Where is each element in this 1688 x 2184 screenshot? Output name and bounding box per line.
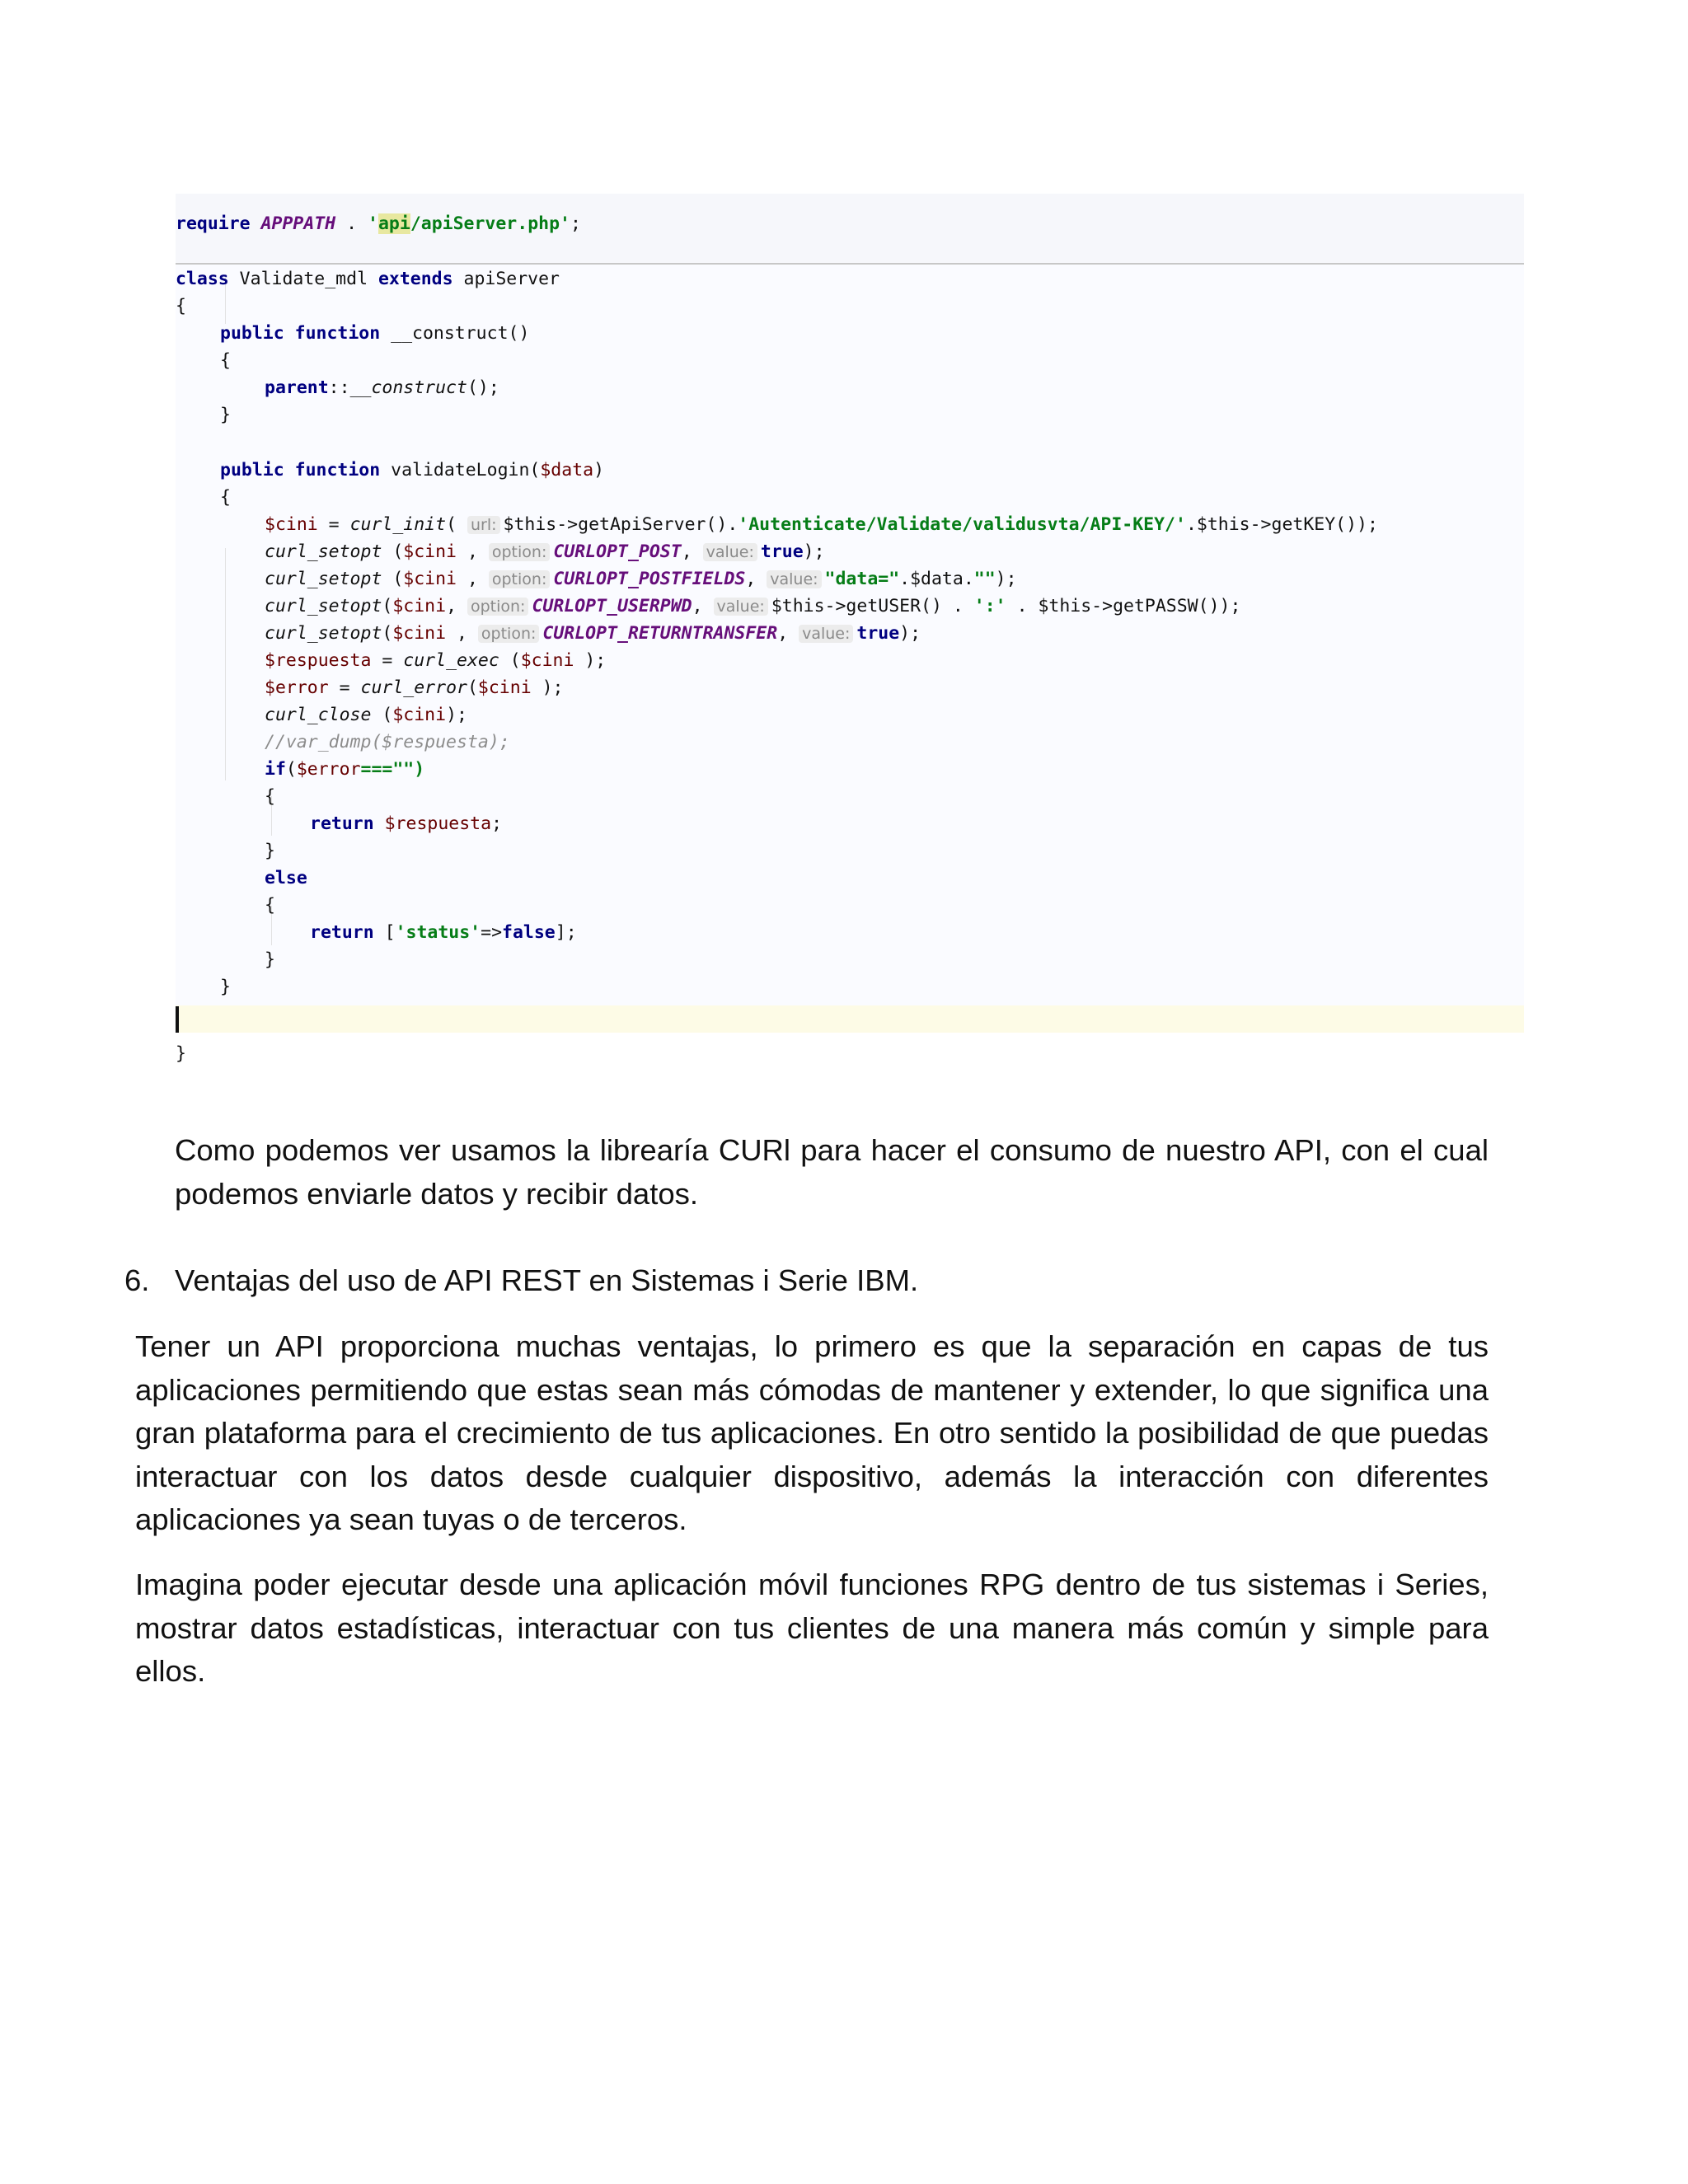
code-line: [310, 810, 502, 838]
parameter-hint: value:: [703, 543, 757, 561]
code-token: }: [176, 1043, 186, 1064]
paragraph-curl: Como podemos ver usamos la librearía CURl para hacer el consumo de nuestro API, con el cual podemos enviarle datos y recibir datos.: [175, 1133, 1489, 1211]
code-token: class: [176, 269, 229, 289]
list-number: 6.: [124, 1263, 150, 1297]
code-token: validateLogin(: [380, 460, 541, 480]
code-token: (: [285, 759, 297, 780]
code-token: }: [220, 977, 231, 997]
code-token: .$data.: [899, 569, 974, 589]
code-token: require: [176, 213, 251, 234]
code-line: [176, 1040, 186, 1068]
list-heading: Ventajas del uso de API REST en Sistemas i Serie IBM.: [175, 1263, 919, 1297]
code-token: CURLOPT_USERPWD: [532, 596, 692, 616]
code-line: [265, 374, 499, 402]
code-line: [310, 919, 577, 947]
code-token: ): [593, 460, 605, 480]
code-token: function: [294, 460, 381, 480]
code-token: $cini: [520, 650, 574, 671]
code-token: [284, 460, 295, 480]
code-token: =>: [481, 922, 503, 943]
code-token: 'status': [395, 922, 481, 943]
code-token: curl_setopt: [265, 596, 382, 616]
code-token: __construct(): [380, 323, 530, 344]
code-token: (: [467, 677, 478, 698]
code-token: {: [265, 895, 275, 916]
code-token: curl_exec: [403, 650, 499, 671]
code-line: [265, 647, 606, 675]
code-token: __construct: [349, 377, 467, 398]
code-token: ,: [446, 596, 467, 616]
code-token: 'Autenticate/Validate/validusvta/API-KEY/': [738, 514, 1186, 535]
code-token: $error: [296, 759, 361, 780]
code-line: [265, 511, 1378, 539]
code-token: ': [368, 213, 378, 234]
code-token: $error: [265, 677, 329, 698]
code-line: [265, 701, 467, 729]
code-line: [220, 401, 231, 429]
code-token: curl_close: [265, 705, 372, 725]
code-token: $cini: [403, 569, 457, 589]
parameter-hint: value:: [714, 598, 768, 616]
code-token: ,: [745, 569, 767, 589]
code-line: [265, 865, 307, 893]
code-comment: //var_dump($respuesta);: [265, 732, 510, 752]
code-token: ,: [457, 569, 489, 589]
code-token: ;: [570, 213, 581, 234]
code-token: ();: [467, 377, 499, 398]
code-footer-band: [176, 1033, 1524, 1088]
code-token: curl_setopt: [265, 569, 382, 589]
code-token: $cini: [392, 705, 447, 725]
code-token: return: [310, 922, 374, 943]
code-token: ,: [457, 541, 489, 562]
code-token: ===""): [360, 759, 425, 780]
code-token: curl_setopt: [265, 623, 382, 644]
code-token: parent: [265, 377, 329, 398]
code-line: [220, 347, 231, 375]
paragraph-ventajas: Tener un API proporciona muchas ventajas, lo primero es que la separación en capas de tus aplicaciones permitiendo que estas sean más cómodas de mantener y extender, lo que significa una gran plataforma para el crecimiento de tus aplicaciones. En otro sentido la posibilidad de que puedas interactuar con los datos desde cualquier dispositivo, además la interacción con diferentes aplicaciones ya sean tuyas o de terceros.: [135, 1329, 1489, 1536]
parameter-hint: option:: [489, 543, 550, 561]
code-token: $cini: [392, 623, 447, 644]
code-token: $this->getUSER() .: [771, 596, 974, 616]
code-token: curl_error: [360, 677, 467, 698]
code-token: }: [220, 405, 231, 425]
code-token: $cini: [477, 677, 532, 698]
code-token: [: [373, 922, 396, 943]
code-token: =: [328, 677, 361, 698]
current-line-highlight: [176, 1005, 1524, 1033]
code-token: apiServer: [452, 269, 560, 289]
code-token: .: [335, 213, 368, 234]
code-line: [265, 593, 1240, 621]
code-line: [265, 538, 825, 566]
code-token: }: [265, 841, 275, 861]
code-token: "data=": [824, 569, 900, 589]
code-token: ,: [692, 596, 714, 616]
code-token: (: [446, 514, 467, 535]
code-line: [265, 620, 921, 648]
code-token: $respuesta: [265, 650, 372, 671]
code-token: {: [176, 296, 186, 316]
code-token: else: [265, 868, 307, 888]
code-line: [220, 973, 231, 1001]
code-token: [284, 323, 295, 344]
code-token: [374, 813, 385, 834]
code-token: return: [310, 813, 374, 834]
code-token: if: [265, 759, 286, 780]
code-line: [176, 293, 186, 321]
code-token: {: [265, 786, 275, 807]
code-line: [176, 265, 560, 293]
code-line: [265, 946, 275, 974]
code-token: CURLOPT_POSTFIELDS: [553, 569, 746, 589]
code-line: [176, 210, 581, 238]
code-line: [220, 457, 604, 485]
code-token: (: [371, 705, 393, 725]
code-line: [220, 484, 231, 512]
code-divider: [176, 263, 1524, 265]
code-line: [265, 756, 424, 784]
code-token: ,: [446, 623, 478, 644]
code-token: .$this->getKEY());: [1185, 514, 1378, 535]
code-token: /apiServer.php': [410, 213, 570, 234]
code-token: (: [382, 623, 393, 644]
code-token: ':': [973, 596, 1006, 616]
code-line: [265, 892, 275, 920]
parameter-hint: option:: [489, 570, 550, 588]
code-line: [265, 674, 564, 702]
code-token: CURLOPT_RETURNTRANSFER: [542, 623, 778, 644]
code-token: (: [499, 650, 521, 671]
code-token: extends: [377, 269, 453, 289]
code-token: }: [265, 949, 275, 970]
code-line: [265, 729, 510, 757]
code-token: CURLOPT_POST: [553, 541, 682, 562]
code-token: $respuesta: [384, 813, 492, 834]
code-token: =: [371, 650, 404, 671]
code-token: ::: [328, 377, 350, 398]
parameter-hint: option:: [467, 598, 528, 616]
code-token: ];: [555, 922, 577, 943]
code-token: APPPATH: [260, 213, 336, 234]
code-token: false: [502, 922, 556, 943]
code-token: $cini: [403, 541, 457, 562]
code-token: {: [220, 487, 231, 508]
code-token: true: [856, 623, 900, 644]
code-token: function: [294, 323, 381, 344]
code-token: $this->getApiServer().: [503, 514, 738, 535]
code-token: $cini: [392, 596, 447, 616]
code-token: "": [973, 569, 996, 589]
code-token: );: [574, 650, 607, 671]
code-token: . $this->getPASSW());: [1006, 596, 1241, 616]
code-token: public: [220, 460, 284, 480]
parameter-hint: url:: [467, 516, 500, 534]
code-token: curl_setopt: [265, 541, 382, 562]
code-token: (: [382, 569, 404, 589]
paragraph-imagina: Imagina poder ejecutar desde una aplicación móvil funciones RPG dentro de tus sistemas i Series, mostrar datos estadísticas, interactuar con tus clientes de una manera más común y simple para ellos.: [135, 1568, 1489, 1688]
code-line: [265, 783, 275, 811]
code-token: [251, 213, 261, 234]
parameter-hint: value:: [799, 625, 853, 643]
text-caret: [176, 1006, 179, 1033]
code-token: ;: [491, 813, 503, 834]
code-token: public: [220, 323, 284, 344]
code-token: );: [803, 541, 825, 562]
code-token: ,: [681, 541, 703, 562]
code-line: [220, 320, 529, 348]
code-token: curl_init: [349, 514, 447, 535]
code-token: $cini: [265, 514, 318, 535]
parameter-hint: option:: [478, 625, 539, 643]
code-token: true: [760, 541, 804, 562]
code-token: (: [382, 596, 393, 616]
parameter-hint: value:: [767, 570, 821, 588]
indent-guide: [225, 548, 226, 780]
code-token: ,: [777, 623, 799, 644]
code-token: );: [531, 677, 564, 698]
code-token: );: [995, 569, 1017, 589]
code-line: [265, 837, 275, 865]
code-token: (: [382, 541, 404, 562]
code-token: api: [377, 213, 410, 234]
code-token: {: [220, 350, 231, 371]
code-token: );: [446, 705, 467, 725]
code-token: );: [899, 623, 921, 644]
code-token: Validate_mdl: [228, 269, 378, 289]
code-screenshot: [176, 194, 1524, 1088]
code-line: [265, 565, 1017, 593]
code-token: $data: [540, 460, 594, 480]
code-token: =: [317, 514, 350, 535]
